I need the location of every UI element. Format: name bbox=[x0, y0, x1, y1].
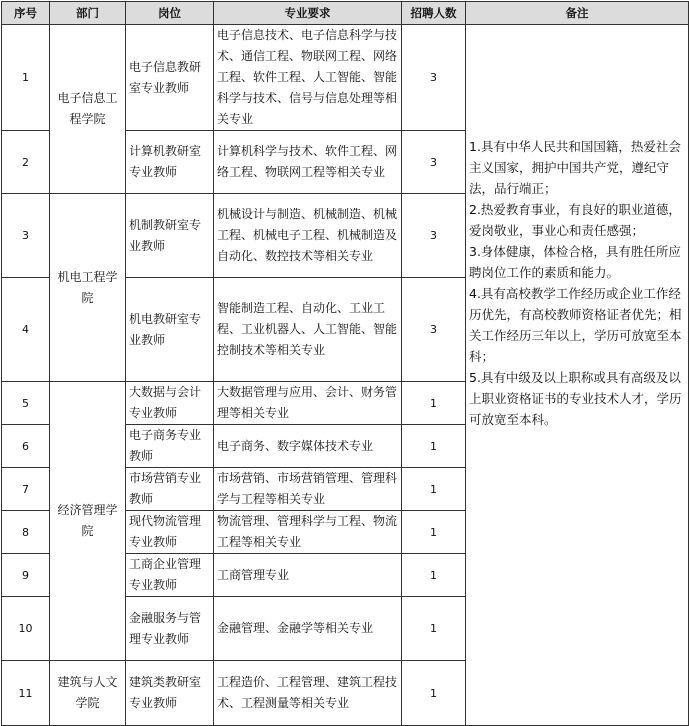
requirement-cell: 物流管理、管理科学与工程、物流工程等相关专业 bbox=[214, 511, 402, 554]
position-cell: 电子信息教研室专业教师 bbox=[126, 25, 214, 131]
requirement-cell: 电子信息技术、电子信息科学与技术、通信工程、物联网工程、网络工程、软件工程、人工智能、智能科学与技术、信号与信息处理等相关专业 bbox=[214, 25, 402, 131]
row-index: 8 bbox=[2, 511, 50, 554]
requirement-cell: 智能制造工程、自动化、工业工程、工业机器人、人工智能、智能控制技术等相关专业 bbox=[214, 278, 402, 382]
row-index: 7 bbox=[2, 468, 50, 511]
table-row bbox=[2, 25, 689, 131]
header-notes: 备注 bbox=[466, 2, 689, 25]
note-item: 3.身体健康，体检合格，具有胜任所应聘岗位工作的素质和能力。 bbox=[469, 244, 681, 280]
count-cell: 1 bbox=[402, 597, 466, 661]
row-index: 11 bbox=[2, 661, 50, 726]
row-index: 3 bbox=[2, 194, 50, 278]
header-position: 岗位 bbox=[126, 2, 214, 25]
dept-cell: 机电工程学院 bbox=[50, 194, 126, 382]
requirement-cell: 金融管理、金融学等相关专业 bbox=[214, 597, 402, 661]
note-item: 1.具有中华人民共和国国籍，热爱社会主义国家，拥护中国共产党，遵纪守法，品行端正； bbox=[469, 139, 681, 196]
row-index: 6 bbox=[2, 425, 50, 468]
position-cell: 工商企业管理专业教师 bbox=[126, 554, 214, 597]
row-index: 5 bbox=[2, 382, 50, 425]
row-index: 9 bbox=[2, 554, 50, 597]
row-index: 1 bbox=[2, 25, 50, 131]
position-cell: 计算机教研室专业教师 bbox=[126, 131, 214, 194]
position-cell: 机制教研室专业教师 bbox=[126, 194, 214, 278]
row-index: 4 bbox=[2, 278, 50, 382]
row-index: 10 bbox=[2, 597, 50, 661]
count-cell: 1 bbox=[402, 554, 466, 597]
header-count: 招聘人数 bbox=[402, 2, 466, 25]
count-cell: 3 bbox=[402, 131, 466, 194]
position-cell: 电子商务专业教师 bbox=[126, 425, 214, 468]
dept-cell: 经济管理学院 bbox=[50, 382, 126, 661]
count-cell: 1 bbox=[402, 425, 466, 468]
recruitment-table bbox=[1, 1, 689, 726]
requirement-cell: 机械设计与制造、机械制造、机械工程、机械电子工程、机械制造及自动化、数控技术等相关专业 bbox=[214, 194, 402, 278]
header-row bbox=[2, 2, 689, 25]
note-item: 4.具有高校教学工作经历或企业工作经历优先，有高校教师资格证者优先；相关工作经历三年以上，学历可放宽至本科； bbox=[469, 286, 682, 364]
position-cell: 市场营销专业教师 bbox=[126, 468, 214, 511]
header-index: 序号 bbox=[2, 2, 50, 25]
requirement-cell: 市场营销、市场营销管理、管理科学与工程等相关专业 bbox=[214, 468, 402, 511]
position-cell: 建筑类教研室专业教师 bbox=[126, 661, 214, 726]
dept-cell: 电子信息工程学院 bbox=[50, 25, 126, 194]
note-item: 5.具有中级及以上职称或具有高级及以上职业资格证书的专业技术人才，学历可放宽至本科。 bbox=[469, 370, 682, 427]
requirement-cell: 工商管理专业 bbox=[214, 554, 402, 597]
position-cell: 大数据与会计专业教师 bbox=[126, 382, 214, 425]
header-dept: 部门 bbox=[50, 2, 126, 25]
count-cell: 1 bbox=[402, 511, 466, 554]
count-cell: 3 bbox=[402, 278, 466, 382]
header-requirement: 专业要求 bbox=[214, 2, 402, 25]
notes-cell bbox=[466, 25, 689, 726]
requirement-cell: 工程造价、工程管理、建筑工程技术、工程测量等相关专业 bbox=[214, 661, 402, 726]
count-cell: 3 bbox=[402, 194, 466, 278]
position-cell: 机电教研室专业教师 bbox=[126, 278, 214, 382]
position-cell: 金融服务与管理专业教师 bbox=[126, 597, 214, 661]
position-cell: 现代物流管理专业教师 bbox=[126, 511, 214, 554]
row-index: 2 bbox=[2, 131, 50, 194]
requirement-cell: 电子商务、数字媒体技术专业 bbox=[214, 425, 402, 468]
count-cell: 1 bbox=[402, 661, 466, 726]
count-cell: 3 bbox=[402, 25, 466, 131]
note-item: 2.热爱教育事业，有良好的职业道德，爱岗敬业，事业心和责任感强； bbox=[469, 202, 681, 238]
requirement-cell: 大数据管理与应用、会计、财务管理等相关专业 bbox=[214, 382, 402, 425]
count-cell: 1 bbox=[402, 382, 466, 425]
requirement-cell: 计算机科学与技术、软件工程、网络工程、物联网工程等相关专业 bbox=[214, 131, 402, 194]
dept-cell: 建筑与人文学院 bbox=[50, 661, 126, 726]
count-cell: 1 bbox=[402, 468, 466, 511]
